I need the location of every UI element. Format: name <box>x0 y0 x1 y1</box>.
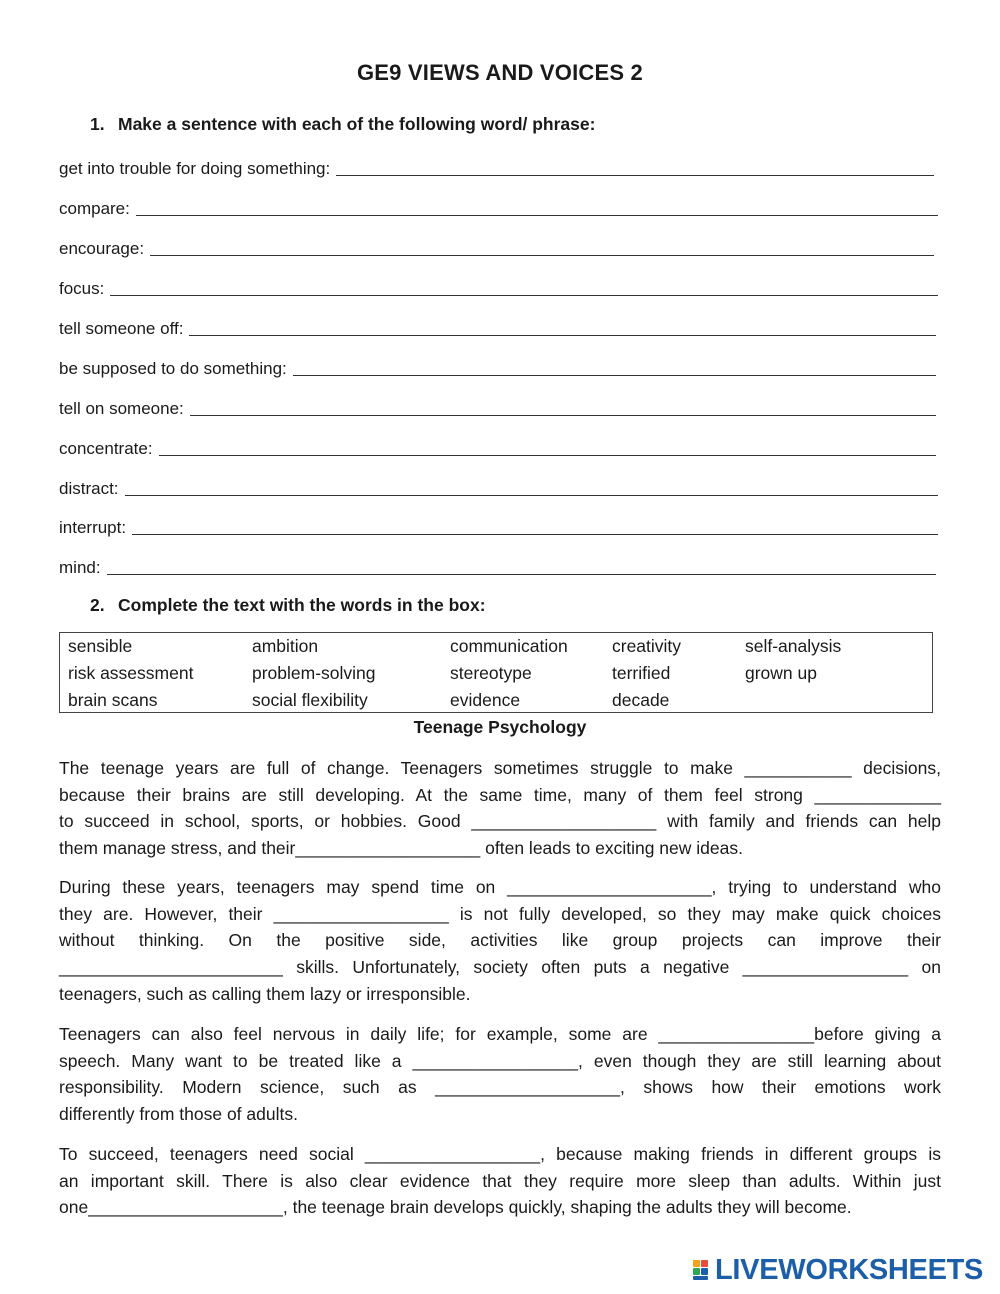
answer-blank[interactable] <box>136 214 938 216</box>
word-box-item: sensible <box>68 636 133 656</box>
sentence-line <box>59 317 936 339</box>
paragraph <box>59 874 941 1008</box>
sentence-prompt: focus: <box>59 279 105 298</box>
sentence-prompt: tell someone off: <box>59 319 184 338</box>
text-line: because their brains are still developing. At the same time, many of them feel strong _____________ <box>59 784 941 805</box>
answer-blank[interactable] <box>107 573 936 575</box>
word-box-item: evidence <box>450 690 521 710</box>
word-box-item: creativity <box>612 636 682 656</box>
sentence-prompt: interrupt: <box>59 518 127 537</box>
page-title: GE9 VIEWS AND VOICES 2 <box>357 60 643 85</box>
sentence-line <box>59 556 936 578</box>
text-line: Teenagers can also feel nervous in daily life; for example, some are ________________before giving a <box>59 1024 941 1044</box>
paragraph <box>59 1021 941 1128</box>
answer-blank[interactable] <box>125 494 938 496</box>
answer-blank[interactable] <box>336 174 934 176</box>
liveworksheets-logo <box>693 1255 983 1285</box>
sentence-line <box>59 397 936 419</box>
paragraph <box>59 755 941 862</box>
word-box-item: brain scans <box>68 690 158 710</box>
sentence-line <box>59 277 938 299</box>
sentence-prompt: mind: <box>59 558 101 577</box>
text-title: Teenage Psychology <box>413 717 587 737</box>
answer-blank[interactable] <box>159 454 936 456</box>
text-line: teenagers, such as calling them lazy or irresponsible. <box>59 983 471 1004</box>
answer-blank[interactable] <box>190 414 936 416</box>
text-line: To succeed, teenagers need social __________________, because making friends in different groups is <box>59 1144 941 1164</box>
text-line: to succeed in school, sports, or hobbies. Good ___________________ with family and friends can help <box>59 811 941 832</box>
text-line: During these years, teenagers may spend time on _____________________, trying to understand who <box>59 877 941 897</box>
answer-blank[interactable] <box>293 374 936 376</box>
text-line: them manage stress, and their___________________ often leads to exciting new ideas. <box>59 838 743 859</box>
text-line: The teenage years are full of change. Teenagers sometimes struggle to make ___________ decisions, <box>59 758 941 778</box>
sentence-line <box>59 197 938 219</box>
text-line: responsibility. Modern science, such as ___________________, shows how their emotions work <box>59 1077 941 1098</box>
section-1-heading <box>90 114 595 135</box>
sentence-line <box>59 516 938 538</box>
word-box-item: stereotype <box>450 663 532 683</box>
text-line: _______________________ skills. Unfortunately, society often puts a negative _________________ on <box>59 957 941 978</box>
text-line: speech. Many want to be treated like a _________________, even though they are still learning about <box>59 1050 941 1071</box>
section-2-heading <box>90 595 486 616</box>
sentence-prompt: get into trouble for doing something: <box>59 159 331 178</box>
logo-text: LIVEWORKSHEETS <box>715 1253 984 1286</box>
text-line: without thinking. On the positive side, activities like group projects can improve their <box>59 930 941 951</box>
sentence-prompt: be supposed to do something: <box>59 359 287 378</box>
answer-blank[interactable] <box>132 533 938 535</box>
text-line: they are. However, their __________________ is not fully developed, so they may make quick choices <box>59 903 941 924</box>
section-1-number: 1. <box>90 114 105 134</box>
section-2-instruction: Complete the text with the words in the box: <box>118 595 486 615</box>
word-box-item: grown up <box>745 663 817 683</box>
sentence-prompt: distract: <box>59 479 119 498</box>
paragraph <box>59 1141 941 1221</box>
sentence-line <box>59 157 934 179</box>
sentence-line <box>59 237 934 259</box>
answer-blank[interactable] <box>150 254 934 256</box>
word-box-item: self-analysis <box>745 636 842 656</box>
word-box <box>59 632 933 713</box>
answer-blank[interactable] <box>189 334 936 336</box>
sentence-prompt: encourage: <box>59 239 145 258</box>
word-box-item: terrified <box>612 663 671 683</box>
sentence-prompt: concentrate: <box>59 439 153 458</box>
word-box-item: problem-solving <box>252 663 376 683</box>
answer-blank[interactable] <box>110 294 938 296</box>
section-2-number: 2. <box>90 595 105 615</box>
word-box-item: decade <box>612 690 670 710</box>
sentence-line <box>59 477 938 499</box>
sentence-prompt: compare: <box>59 199 130 218</box>
sentence-line <box>59 437 936 459</box>
word-box-item: social flexibility <box>252 690 368 710</box>
sentence-line <box>59 357 936 379</box>
section-1-instruction: Make a sentence with each of the following word/ phrase: <box>118 114 596 134</box>
word-box-item: communication <box>450 636 568 656</box>
word-box-item: ambition <box>252 636 319 656</box>
liveworksheets-logo-icon <box>693 1258 713 1282</box>
sentence-prompt: tell on someone: <box>59 399 184 418</box>
text-line: one____________________, the teenage brain develops quickly, shaping the adults they will become. <box>59 1197 852 1218</box>
text-line: an important skill. There is also clear evidence that they require more sleep than adults. Within just <box>59 1170 941 1191</box>
text-line: differently from those of adults. <box>59 1104 298 1125</box>
word-box-item: risk assessment <box>68 663 194 683</box>
